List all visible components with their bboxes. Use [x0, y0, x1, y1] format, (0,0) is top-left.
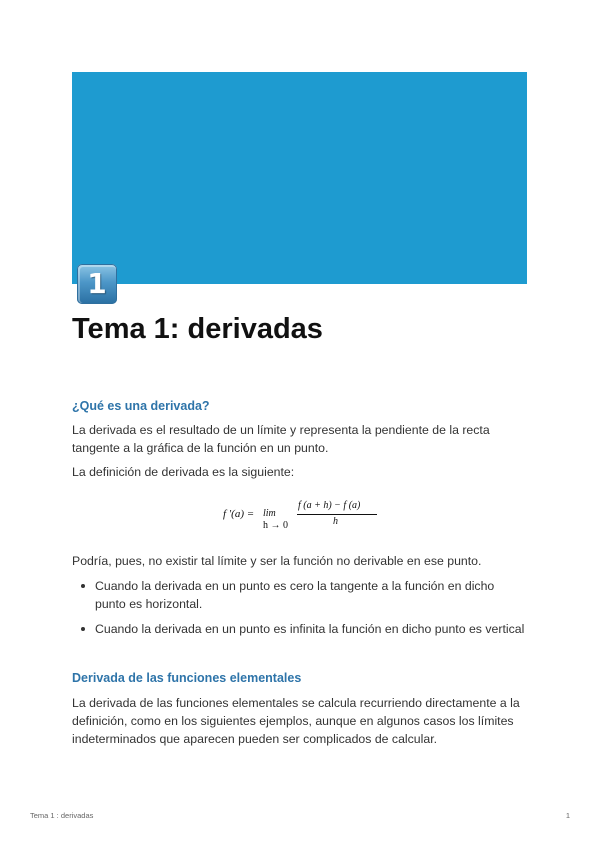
footer-title: Tema 1 : derivadas: [30, 811, 94, 820]
bullet-dot: [81, 627, 85, 631]
paragraph-funciones-elementales: La derivada de las funciones elementales se calcula recurriendo directamente a la definición, como en los siguientes ejemplos, aunque en algunos casos los límites indeterminados que aparecen pueden ser complicados de calcular.: [72, 696, 520, 746]
bullet-list: [72, 577, 527, 645]
number-one-icon: 1: [77, 264, 117, 304]
cover-banner: [72, 72, 527, 284]
section-heading-funciones-elementales: Derivada de las funciones elementales: [72, 671, 302, 685]
formula-lhs: f '(a) =: [223, 508, 255, 520]
paragraph-no-derivable: Podría, pues, no existir tal límite y ser la función no derivable en ese punto.: [72, 554, 482, 568]
page-title: Tema 1: derivadas: [72, 313, 323, 345]
formula-limit-sub: h → 0: [263, 520, 288, 531]
list-item: Cuando la derivada en un punto es cero la tangente a la función en dicho punto es horizontal.: [72, 577, 527, 613]
derivative-formula: [223, 500, 383, 532]
paragraph-intro-formula: La definición de derivada es la siguiente:: [72, 465, 295, 479]
list-item: Cuando la derivada en un punto es infinita la función en dicho punto es vertical: [72, 620, 527, 638]
formula-lim: lim: [263, 508, 276, 519]
formula-numerator: f (a + h) − f (a): [298, 500, 361, 511]
footer-page-number: 1: [565, 811, 570, 820]
bullet-dot: [81, 584, 85, 588]
paragraph-definition: La derivada es el resultado de un límite y representa la pendiente de la recta tangente a la gráfica de la función en un punto.: [72, 423, 490, 455]
fraction-bar: [297, 514, 377, 515]
formula-denominator: h: [333, 516, 338, 527]
section-heading-que-es: ¿Qué es una derivada?: [72, 399, 210, 413]
